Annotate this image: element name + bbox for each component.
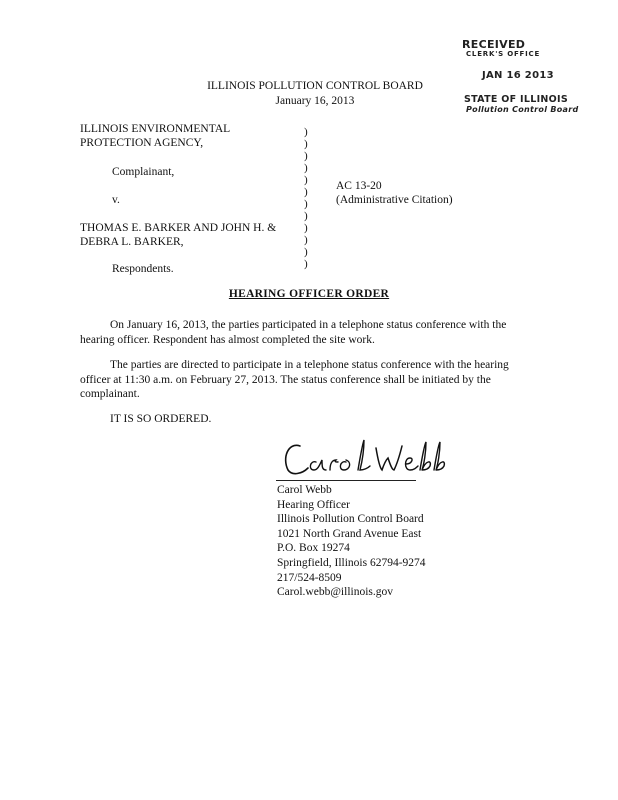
closing-line: IT IS SO ORDERED. [110, 413, 212, 425]
board-heading: ILLINOIS POLLUTION CONTROL BOARD [207, 80, 423, 92]
order-date: January 16, 2013 [275, 95, 355, 107]
case-type: (Administrative Citation) [336, 194, 453, 206]
caption-parentheses: ) ) ) ) ) ) ) ) ) ) ) ) [304, 126, 308, 270]
order-paragraph-2 [80, 358, 530, 402]
order-paragraph-1 [80, 318, 530, 347]
handwritten-signature [280, 432, 450, 484]
hearing-officer-contact [277, 483, 426, 600]
contact-street: 1021 North Grand Avenue East [277, 527, 422, 540]
versus: v. [112, 194, 120, 206]
paragraph-1-text: On January 16, 2013, the parties participated in a telephone status conference with the hearing officer. Respondent has almost completed the site work. [80, 319, 507, 346]
contact-organization: Illinois Pollution Control Board [277, 513, 424, 526]
contact-po-box: P.O. Box 19274 [277, 542, 350, 555]
contact-email: Carol.webb@illinois.gov [277, 586, 393, 599]
contact-name: Carol Webb [277, 484, 332, 496]
paragraph-2-text: The parties are directed to participate in a telephone status conference with the hearing officer at 11:30 a.m. on February 27, 2013. The status conference shall be initiated by the complainant. [80, 359, 509, 400]
respondent-name-line2: DEBRA L. BARKER, [80, 236, 184, 248]
respondent-name-line1: THOMAS E. BARKER AND JOHN H. & [80, 222, 277, 234]
contact-phone: 217/524-8509 [277, 571, 342, 584]
stamp-clerks-office: CLERK'S OFFICE [466, 50, 541, 58]
respondent-role: Respondents. [112, 263, 174, 275]
order-title: HEARING OFFICER ORDER [228, 288, 390, 300]
contact-city: Springfield, Illinois 62794-9274 [277, 556, 426, 569]
complainant-name-line1: ILLINOIS ENVIRONMENTAL [80, 123, 231, 135]
stamp-received: RECEIVED [462, 38, 526, 51]
case-number: AC 13-20 [336, 180, 382, 192]
signature-line [276, 480, 416, 481]
contact-title: Hearing Officer [277, 498, 350, 511]
stamp-state: STATE OF ILLINOIS [464, 94, 569, 105]
stamp-board: Pollution Control Board [466, 105, 579, 114]
received-stamp [462, 38, 582, 120]
complainant-role: Complainant, [112, 166, 175, 178]
complainant-name-line2: PROTECTION AGENCY, [80, 137, 204, 149]
stamp-date: JAN 16 2013 [482, 70, 554, 81]
